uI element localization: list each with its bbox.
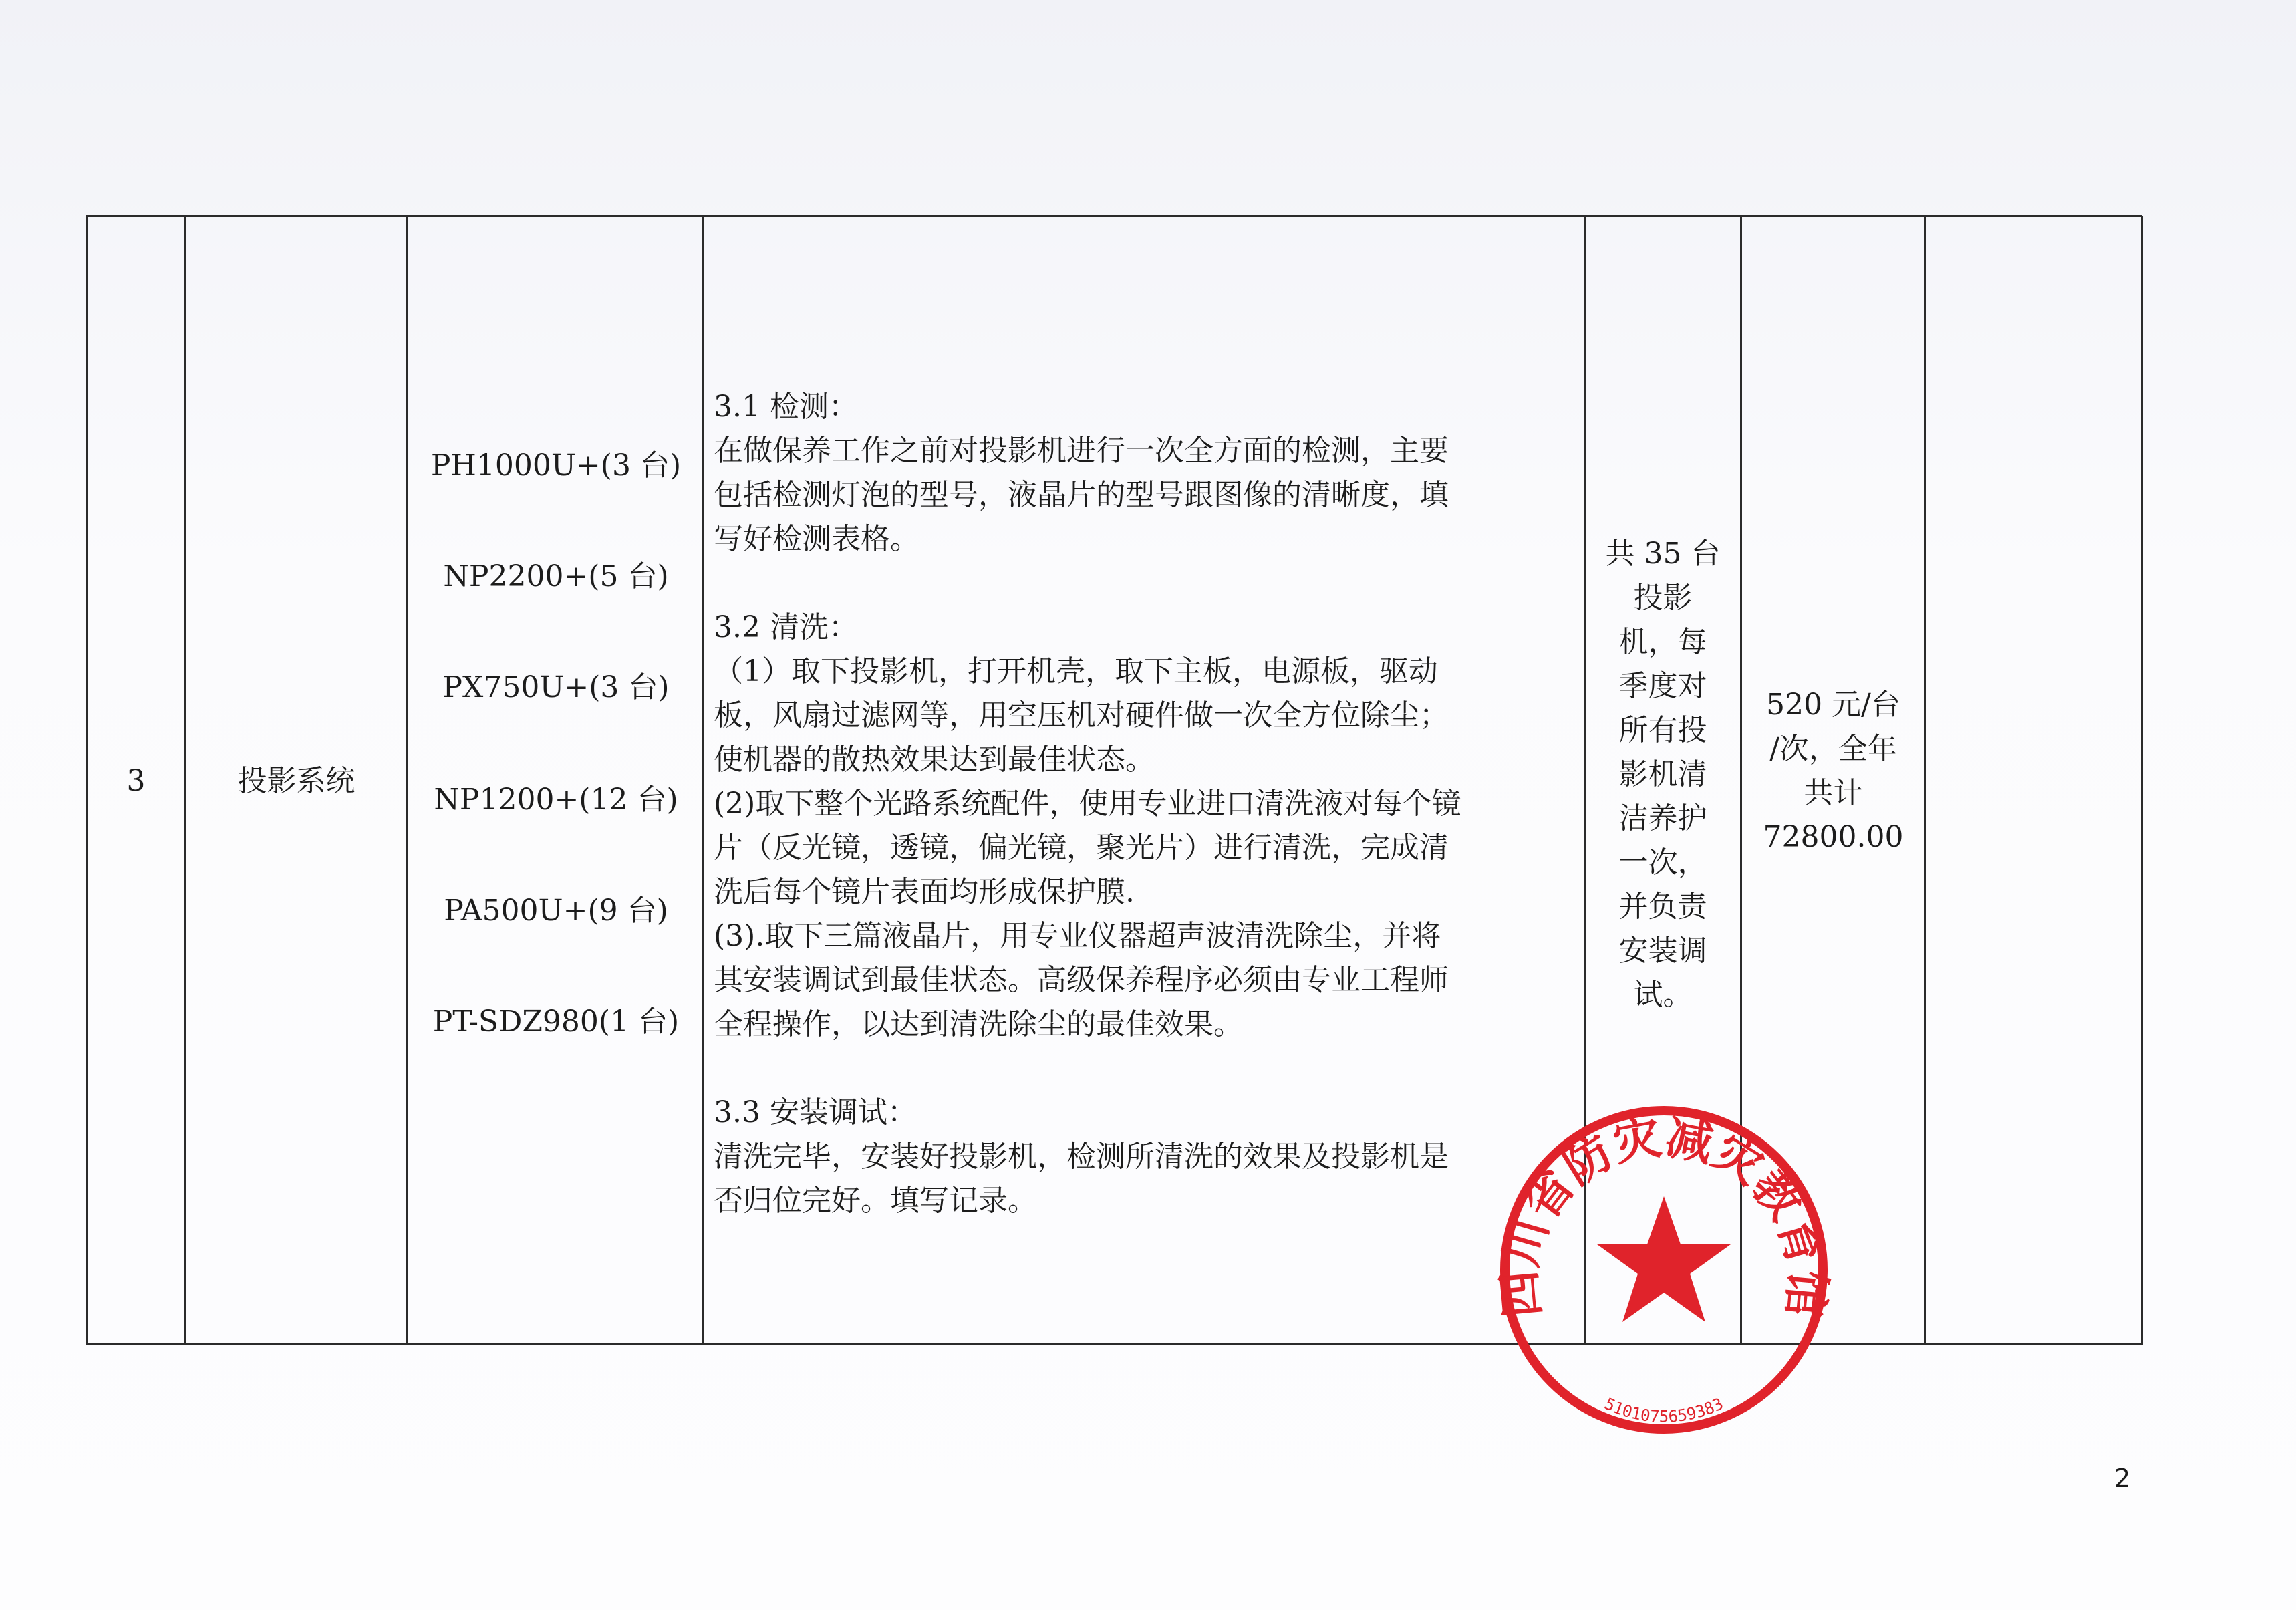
price-text: [1742, 683, 1924, 859]
section-title: 3.2 清洗：: [714, 610, 858, 644]
frequency-line: 试。: [1633, 978, 1693, 1012]
page-number: 2: [2114, 1464, 2131, 1493]
content-line: （1）取下投影机，打开机壳，取下主板，电源板，驱动: [714, 654, 1438, 688]
frequency-line: 机，每: [1618, 625, 1707, 659]
seal-org-name: 四川省防灾减灾教育馆: [1491, 1109, 1836, 1320]
frequency-line: 投影: [1633, 581, 1693, 615]
frequency-line: 一次，: [1618, 845, 1707, 880]
section-title: 3.3 安装调试：: [714, 1095, 917, 1129]
price-line: /次，全年: [1769, 732, 1897, 766]
col-border: [2141, 216, 2143, 1345]
frequency-line: 共 35 台: [1605, 537, 1721, 571]
frequency-line: 并负责: [1618, 890, 1707, 924]
col-border: [1924, 216, 1926, 1345]
content-line: 清洗完毕，安装好投影机，检测所清洗的效果及投影机是: [714, 1139, 1449, 1174]
model-item: NP1200+(12 台): [434, 783, 678, 817]
table-top-border: [86, 215, 2142, 217]
model-item: PX750U+(3 台): [442, 670, 670, 704]
frequency-line: 所有投: [1618, 713, 1707, 747]
service-content: [714, 385, 1582, 1223]
content-line: 使机器的散热效果达到最佳状态。: [714, 743, 1155, 777]
frequency-line: 季度对: [1618, 669, 1707, 703]
content-line: (2)取下整个光路系统配件，使用专业进口清洗液对每个镜: [714, 787, 1461, 821]
content-line: 全程操作，以达到清洗除尘的最佳效果。: [714, 1007, 1243, 1041]
content-line: (3).取下三篇液晶片，用专业仪器超声波清洗除尘，并将: [714, 919, 1441, 953]
section-title: 3.1 检测：: [714, 390, 858, 424]
content-line: 其安装调试到最佳状态。高级保养程序必须由专业工程师: [714, 963, 1449, 997]
content-line: 包括检测灯泡的型号，液晶片的型号跟图像的清晰度，填: [714, 478, 1449, 512]
row-number: 3: [126, 764, 146, 798]
content-line: 否归位完好。填写记录。: [714, 1184, 1037, 1218]
frequency-line: 安装调: [1618, 934, 1707, 968]
star-icon: [1597, 1196, 1731, 1322]
content-line: 在做保养工作之前对投影机进行一次全方面的检测，主要: [714, 434, 1449, 468]
official-seal: [1490, 1096, 1838, 1444]
content-line: 洗后每个镜片表面均形成保护膜.: [714, 875, 1135, 909]
frequency-text: [1586, 532, 1740, 1017]
frequency-line: 影机清: [1618, 757, 1707, 791]
content-line: 板，风扇过滤网等，用空压机对硬件做一次全方位除尘；: [714, 698, 1449, 732]
price-line: 72800.00: [1763, 820, 1904, 854]
price-line: 共计: [1804, 776, 1863, 810]
model-item: PT-SDZ980(1 台): [432, 1004, 680, 1039]
model-item: PA500U+(9 台): [444, 894, 668, 928]
content-line: 片（反光镜，透镜，偏光镜，聚光片）进行清洗，完成清: [714, 831, 1449, 865]
seal-code: 5101075659383: [1601, 1394, 1727, 1426]
system-name: 投影系统: [237, 764, 355, 798]
content-line: 写好检测表格。: [714, 522, 919, 556]
col-border: [406, 216, 408, 1345]
price-line: 520 元/台: [1766, 688, 1900, 722]
model-item: PH1000U+(3 台): [430, 448, 682, 483]
frequency-line: 洁养护: [1618, 801, 1707, 835]
model-item: NP2200+(5 台): [443, 559, 669, 593]
